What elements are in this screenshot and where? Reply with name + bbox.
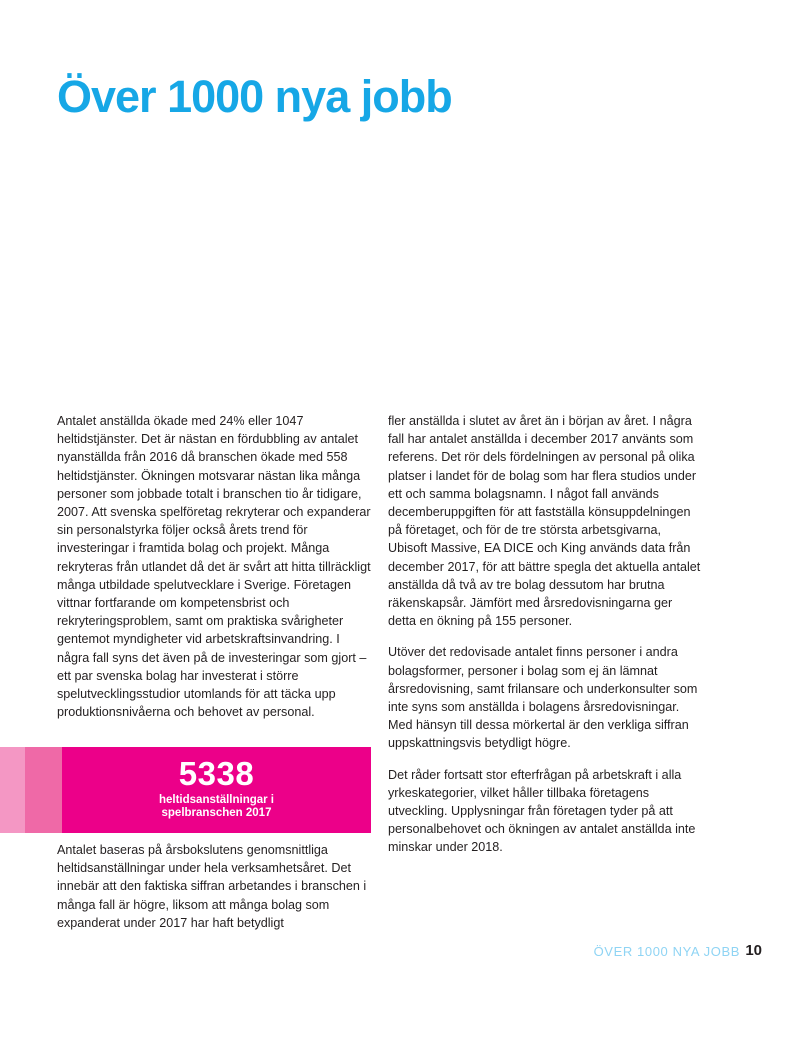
callout-label: heltidsanställningar i spelbranschen 2017 — [158, 793, 275, 819]
paragraph: Antalet baseras på årsbokslutens genomsnittliga heltidsanställningar under hela verksamhetsåret. Det innebär att den faktiska siffran arbetandes i branschen i många fall är högre, liksom att många bolag som expanderat under 2017 har haft betydligt — [57, 843, 367, 930]
paragraph: fler anställda i slutet av året än i början av året. I några fall har antalet anställda i december 2017 använts som referens. Det rör dels fördelningen av personal på olika platser i landet för de bolag som har flera studios under ett och samma bolagsnamn. I något fall används decemberuppgiften för att fastställa könsuppdelningen på företaget, och för de tre största arbetsgivarna, Ubisoft Massive, EA DICE och King används data från december 2017, för att bättre spegla det aktuella antalet anställda då två av tre bolag dessutom har brutna räkenskapsår. Jämfört med årsredovisningarna ger detta en ökning på 155 personer. — [388, 414, 701, 629]
callout-number: 5338 — [178, 754, 255, 792]
callout-content — [62, 747, 371, 833]
paragraph: Utöver det redovisade antalet finns personer i andra bolagsformer, personer i bolag som ej än lämnat årsredovisning, samt frilansare och underkonsulter som inte syns som anställda i bolagens årsredovisningar. Med hänsyn till dessa mörkertal är den verkliga siffran uppskattningsvis betydligt högre. — [388, 645, 698, 751]
paragraph: Det råder fortsatt stor efterfrågan på arbetskraft i alla yrkeskategorier, vilket håller tillbaka företagens utveckling. Upplysningar från företagen tyder på att personalbehovet och ökningen av antalet anställda inte minskar under 2018. — [388, 767, 696, 855]
page-footer — [0, 941, 800, 965]
footer-section-label: ÖVER 1000 NYA JOBB — [593, 944, 740, 959]
callout-band-mid — [25, 747, 62, 833]
body-column-left — [57, 412, 372, 721]
footer-page-number: 10 — [745, 942, 762, 959]
page-title: Över 1000 nya jobb — [57, 71, 452, 123]
body-column-right — [388, 412, 703, 857]
callout-band-light — [0, 747, 25, 833]
body-column-left-lower — [57, 841, 375, 932]
paragraph: Antalet anställda ökade med 24% eller 1047 heltidstjänster. Det är nästan en fördubbling av antalet nyanställda från 2016 då branschen ökade med 558 heltidstjänster. Ökningen motsvarar nästan lika många personer som jobbade totalt i branschen tio år tidigare, 2007. Att svenska spelföretag rekryterar och expanderar sin personalstyrka följer också årets trend för investeringar i framtida bolag och projekt. Många rekryteras från utlandet då det är svårt att hitta tillräckligt många utbildade spelutvecklare i Sverige. Företagen vittnar fortfarande om kompetensbrist och rekryteringsproblem, samt om praktiska svårigheter gentemot myndigheter vid arbetskraftsinvandring. I några fall syns det även på de investeringar som gjort – ett par svenska bolag har investerat i större spelutvecklingsstudior utomlands för att täcka upp produktionsnivåerna och behovet av personal. — [57, 414, 371, 720]
statistic-callout — [0, 747, 371, 833]
